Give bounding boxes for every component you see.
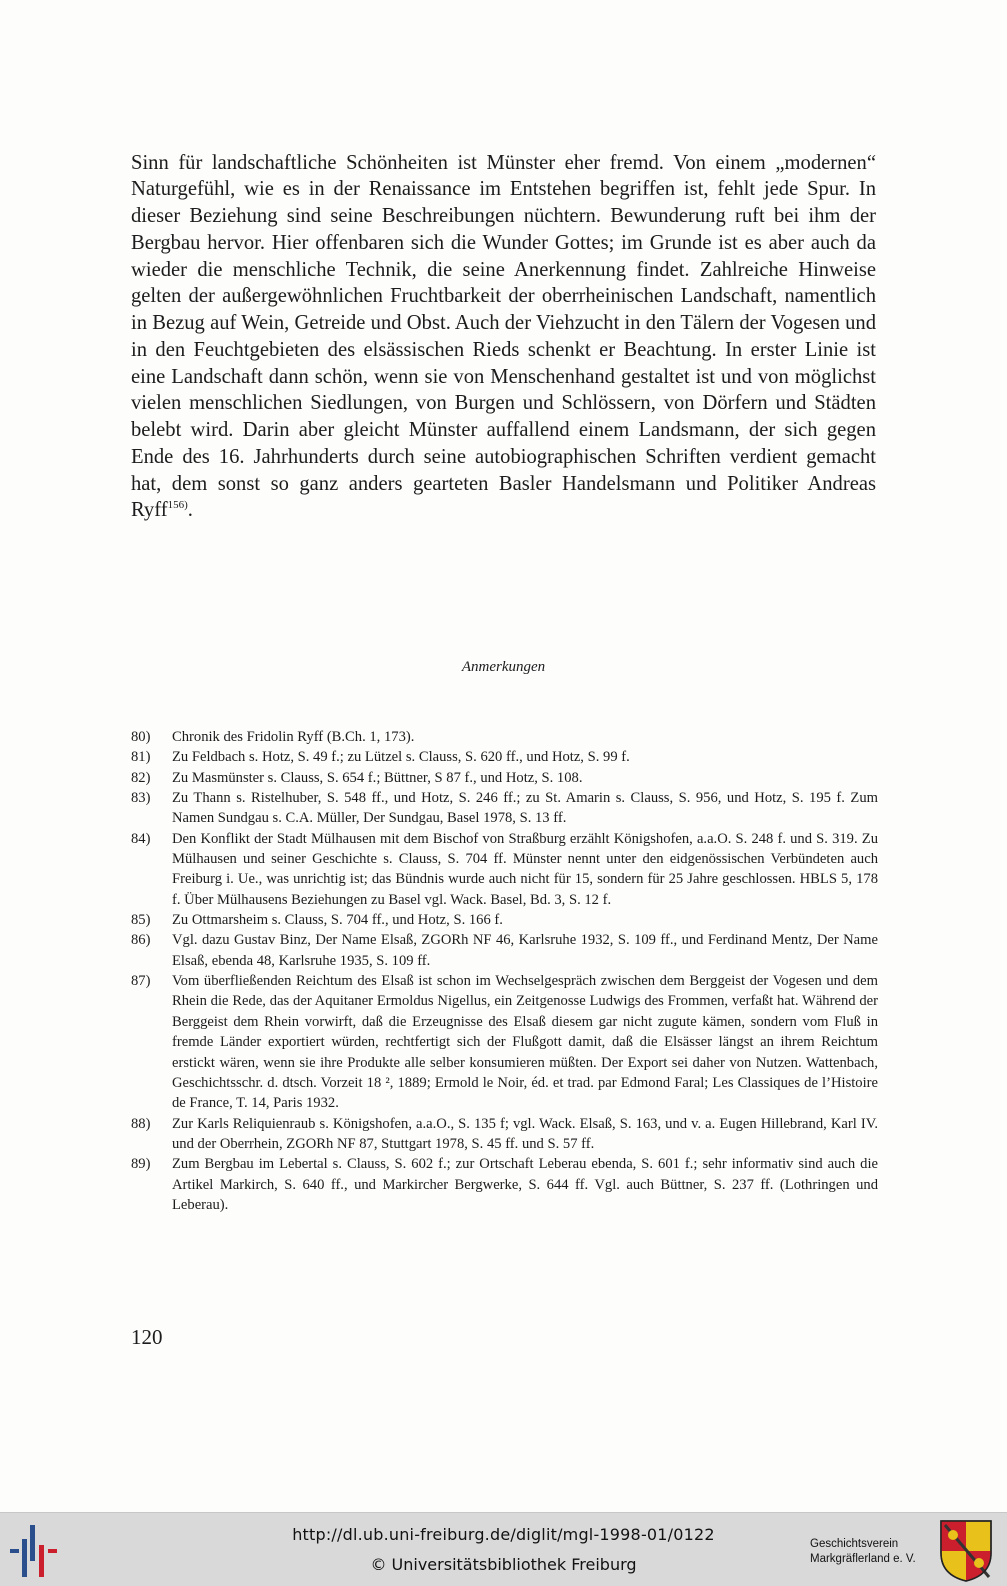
paragraph-text: Sinn für landschaftliche Schönheiten ist Münster eher fremd. Von einem „modernen“ Naturgefühl, wie es in der Renaissance im Entstehen begriffen ist, fehlt jede Spur. In dieser Beziehung sind seine Beschreibungen nüchtern. Bewunderung ruft bei ihm der Bergbau hervor. Hier offenbaren sich die Wunder Gottes; im Grunde ist es aber auch da wieder die menschliche Technik, die seine Anerkennung findet. Zahlreiche Hinweise gelten der außergewöhnlichen Fruchtbarkeit der oberrheinischen Landschaft, namentlich in Bezug auf Wein, Getreide und Obst. Auch der Viehzucht in den Tälern der Vogesen und in den Feuchtgebieten des elsässischen Rieds schenkt er Beachtung. In erster Linie ist eine Landschaft dann schön, wenn sie von Menschenhand gestaltet ist und von möglichst vielen menschlichen Siedlungen, von Burgen und Schlössern, von Dörfern und Städten belebt wird. Darin aber gleicht Münster auffallend einem Landsmann, der sich gegen Ende des 16. Jahrhunderts durch seine autobiographischen Schriften verdient gemacht hat, dem sonst so ganz anders gearteten Basler Handelsmann und Politiker Andreas Ryff	[131, 151, 876, 522]
note-text: Zur Karls Reliquienraub s. Königshofen, a.a.O., S. 135 f; vgl. Wack. Elsaß, S. 163, und v. a. Eugen Hillebrand, Karl IV. und der Oberrhein, ZGORh NF 87, Stuttgart 1978, S. 45 ff. und S. 57 ff.	[172, 1115, 878, 1152]
note-item	[131, 910, 878, 930]
footnote-ref[interactable]: 156)	[167, 499, 188, 512]
note-number: 88)	[131, 1115, 151, 1132]
coat-of-arms-icon	[939, 1519, 993, 1583]
note-number: 85)	[131, 912, 151, 929]
note-item	[131, 829, 878, 910]
footer-copyright: © Universitätsbibliothek Freiburg	[370, 1555, 637, 1574]
note-item	[131, 768, 878, 788]
note-number: 82)	[131, 769, 151, 786]
notes-list	[131, 727, 878, 1215]
note-text: Chronik des Fridolin Ryff (B.Ch. 1, 173).	[172, 729, 415, 745]
page-number: 120	[131, 1325, 163, 1349]
note-number: 81)	[131, 749, 151, 766]
note-text: Zum Bergbau im Lebertal s. Clauss, S. 602 f.; zur Ortschaft Leberau ebenda, S. 601 f.; sehr informativ sind auch die Artikel Markirch, S. 640 ff., und Markircher Bergwerke, S. 644 ff. Vgl. auch Büttner, S. 237 ff. (Lothringen und Leberau).	[172, 1156, 878, 1213]
note-text: Vgl. dazu Gustav Binz, Der Name Elsaß, ZGORh NF 46, Karlsruhe 1932, S. 109 ff., und Ferdinand Mentz, Der Name Elsaß, ebenda 48, Karlsruhe 1935, S. 109 ff.	[172, 932, 878, 969]
note-text: Vom überfließenden Reichtum des Elsaß ist schon im Wechselgespräch zwischen dem Berggeist der Vogesen und dem Rhein die Rede, das der Aquitaner Ermoldus Nigellus, ein Zeitgenosse Ludwigs des Frommen, verfaßt hat. Während der Berggeist dem Rhein vorwirft, daß die Erzeugnisse des Elsaß diesem gar nicht zugute kämen, sondern vom Fluß in fremde Länder exportiert würden, rechtfertigt sich der Flußgott damit, daß die Elsässer längst an ihrem Reichtum erstickt wären, wenn sie ihre Produkte alle selber konsumieren müßten. Der Export sei daher von Nutzen. Wattenbach, Geschichtsschr. d. dtsch. Vorzeit 18 ², 1889; Ermold le Noir, éd. et trad. par Edmond Faral; Les Classiques de l’Histoire de France, T. 14, Paris 1932.	[172, 973, 878, 1112]
note-text: Zu Feldbach s. Hotz, S. 49 f.; zu Lützel s. Clauss, S. 620 ff., und Hotz, S. 99 f.	[172, 749, 630, 766]
note-item	[131, 727, 878, 747]
society-name	[810, 1537, 916, 1567]
note-number: 83)	[131, 790, 151, 807]
note-text: Den Konflikt der Stadt Mülhausen mit dem Bischof von Straßburg erzählt Königshofen, a.a.O. S. 248 f. und S. 319. Zu Mülhausen und seiner Geschichte s. Clauss, S. 704 ff. Münster nennt unter den eidgenössischen Verbündeten auch Freiburg i. Ue., was unrichtig ist; das Bündnis wurde auch nicht für 15, sondern für 25 Jahre geschlossen. HBLS 5, 178 f. Über Mülhausens Beziehungen zu Basel vgl. Wack. Basel, Bd. 3, S. 12 f.	[172, 830, 878, 908]
main-paragraph	[131, 150, 876, 525]
society-line-1: Geschichtsverein	[810, 1538, 899, 1550]
footer-bar	[0, 1512, 1007, 1586]
note-text: Zu Masmünster s. Clauss, S. 654 f.; Büttner, S 87 f., und Hotz, S. 108.	[172, 769, 583, 786]
paragraph-end: .	[187, 499, 193, 522]
notes-heading: Anmerkungen	[461, 659, 546, 675]
society-line-2: Markgräflerland e. V.	[810, 1553, 916, 1565]
note-item	[131, 930, 878, 971]
note-number: 87)	[131, 973, 151, 990]
note-number: 89)	[131, 1156, 151, 1173]
note-item	[131, 1114, 878, 1155]
footer-url-link[interactable]: http://dl.ub.uni-freiburg.de/diglit/mgl-1998-01/0122	[292, 1525, 715, 1544]
note-number: 80)	[131, 729, 151, 745]
note-text: Zu Ottmarsheim s. Clauss, S. 704 ff., und Hotz, S. 166 f.	[172, 912, 503, 929]
note-item	[131, 1154, 878, 1215]
note-number: 86)	[131, 932, 151, 949]
note-text: Zu Thann s. Ristelhuber, S. 548 ff., und Hotz, S. 246 ff.; zu St. Amarin s. Clauss, S. 956, und Hotz, S. 195 f. Zum Namen Sundgau s. C.A. Müller, Der Sundgau, Basel 1978, S. 13 ff.	[172, 790, 878, 827]
note-number: 84)	[131, 830, 151, 847]
note-item	[131, 971, 878, 1113]
note-item	[131, 788, 878, 829]
note-item	[131, 747, 878, 767]
